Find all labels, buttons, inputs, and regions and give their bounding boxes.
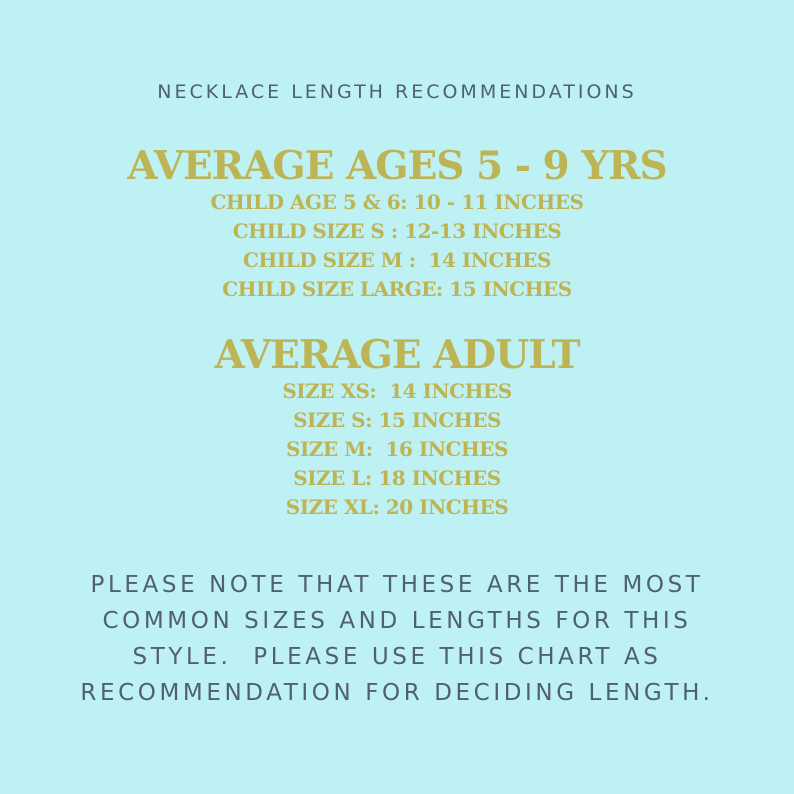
kids-size-line: CHILD SIZE M : 14 INCHES	[243, 248, 551, 272]
kids-size-line: CHILD AGE 5 & 6: 10 - 11 INCHES	[210, 190, 584, 214]
disclaimer-note: PLEASE NOTE THAT THESE ARE THE MOST COMMON SIZES AND LENGTHS FOR THIS STYLE. PLEASE USE THIS CHART AS RECOMMENDATION FOR DECIDING LENGTH.	[80, 572, 715, 706]
adult-size-line: SIZE XS: 14 INCHES	[282, 379, 512, 403]
adult-section	[0, 333, 794, 522]
page-heading: NECKLACE LENGTH RECOMMENDATIONS	[157, 81, 637, 103]
adult-size-line: SIZE XL: 20 INCHES	[285, 495, 509, 519]
kids-section-title: AVERAGE AGES 5 - 9 YRS	[127, 143, 667, 189]
adult-size-line: SIZE S: 15 INCHES	[293, 408, 501, 432]
kids-size-list	[0, 188, 794, 304]
kids-section	[0, 144, 794, 304]
kids-size-line: CHILD SIZE LARGE: 15 INCHES	[222, 277, 572, 301]
kids-size-line: CHILD SIZE S : 12-13 INCHES	[232, 219, 562, 243]
adult-size-line: SIZE L: 18 INCHES	[293, 466, 501, 490]
adult-section-title: AVERAGE ADULT	[214, 332, 580, 378]
adult-size-list	[0, 377, 794, 522]
adult-size-line: SIZE M: 16 INCHES	[286, 437, 508, 461]
